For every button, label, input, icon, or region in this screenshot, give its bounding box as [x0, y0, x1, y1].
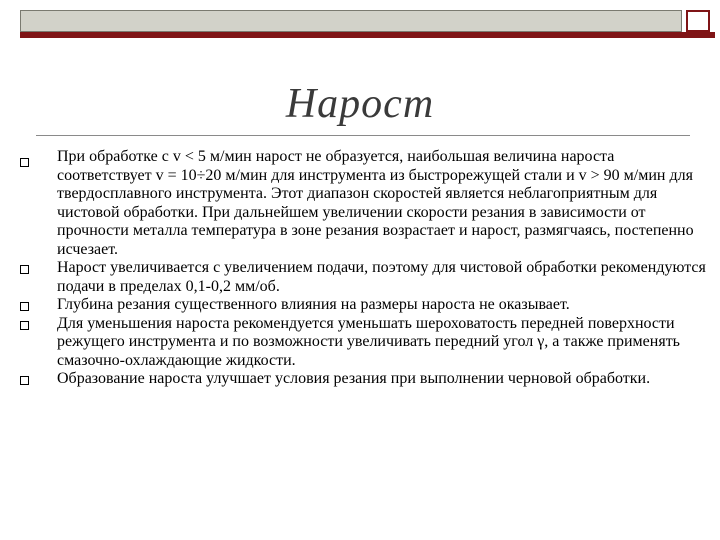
square-bullet-icon [20, 376, 29, 385]
title-divider [36, 135, 690, 136]
bullet-text: Образование нароста улучшает условия резания при выполнении черновой обработки. [57, 370, 651, 387]
slide-title: Нарост [285, 81, 435, 127]
square-bullet-icon [20, 321, 29, 330]
square-bullet-icon [20, 302, 29, 311]
bullet-text: Для уменьшения нароста рекомендуется уменьшать шероховатость передней поверхности режущего инструмента и по возможности увеличивать передний угол γ, а также применять смазочно-охлаждающие жидкости. [57, 314, 680, 369]
bullet-text: При обработке с v < 5 м/мин нарост не образуется, наибольшая величина нароста соответствует v = 10÷20 м/мин для инструмента из быстрорежущей стали и v > 90 м/мин для твердосплавного инструмента. Этот диапазон скоростей является неблагоприятным для чистовой обработки. При дальнейшем увеличении скорости резания в зависимости от прочности металла температура в зоне резания возрастает и нарост, размягчаясь, постепенно исчезает. [57, 148, 694, 258]
bullet-text: Глубина резания существенного влияния на размеры нароста не оказывает. [57, 296, 570, 313]
bullet-text: Нарост увеличивается с увеличением подачи, поэтому для чистовой обработки рекомендуются подачи в пределах 0,1-0,2 мм/об. [57, 259, 706, 295]
bullet-item [20, 259, 710, 296]
header-accent-line [20, 32, 715, 38]
header-bar [20, 10, 682, 32]
square-bullet-icon [20, 265, 29, 274]
bullet-item [20, 296, 710, 315]
corner-square [686, 10, 710, 32]
bullet-item [20, 148, 710, 259]
bullet-item [20, 370, 710, 389]
bullet-list [20, 148, 710, 389]
bullet-item [20, 315, 710, 371]
square-bullet-icon [20, 158, 29, 167]
